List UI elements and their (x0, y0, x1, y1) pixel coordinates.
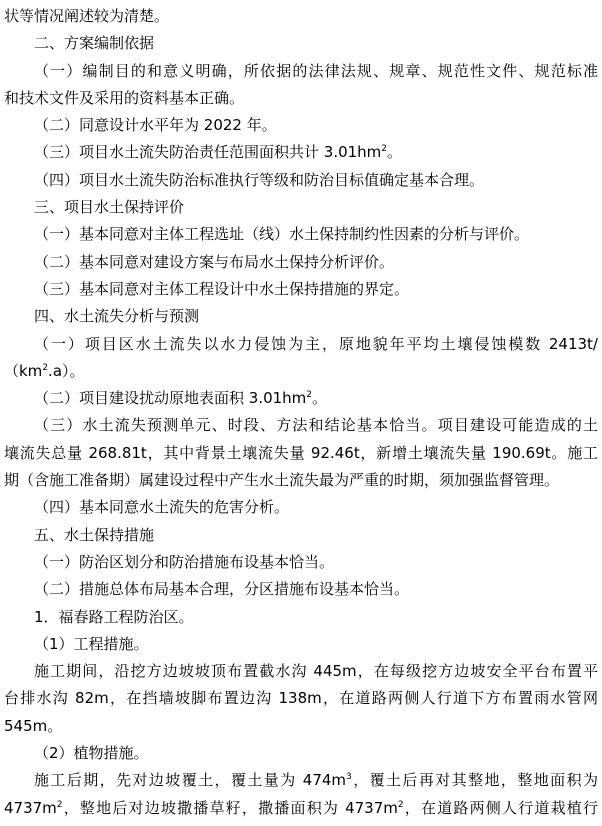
paragraph-line: （一）编制目的和意义明确，所依据的法律法规、规章、规范性文件、规范标准 (34, 61, 598, 80)
text-run: 。 (387, 143, 403, 162)
paragraph-line: （四）项目水土流失防治标准执行等级和防治目标值确定基本合理。 (34, 170, 485, 189)
paragraph-line: （三）基本同意对主体工程设计中水土保持措施的界定。 (34, 279, 410, 298)
superscript: 2 (397, 799, 404, 810)
text-run: ，整地后对边坡撒播草籽，撒播面积为 4737m (62, 798, 398, 817)
paragraph-line: （二）基本同意对建设方案与布局水土保持分析评价。 (34, 252, 395, 271)
paragraph-line: （二）同意设计水平年为 2022 年。 (34, 116, 277, 135)
superscript: 3 (346, 772, 352, 783)
subsection-heading: 1．福春路工程防治区。 (34, 607, 194, 626)
paragraph-line: （三）水土流失预测单元、时段、方法和结论基本恰当。项目建设可能造成的土 (34, 416, 598, 435)
superscript: 2 (306, 390, 313, 401)
paragraph-line: （一）基本同意对主体工程选址（线）水土保持制约性因素的分析与评价。 (34, 225, 530, 244)
section-heading: 三、项目水土保持评价 (34, 198, 185, 217)
paragraph-line: 和技术文件及采用的资料基本正确。 (4, 88, 245, 107)
paragraph-line: 台排水沟 82m，在挡墙坡脚布置边沟 138m，在道路两侧人行道下方布置雨水管网 (4, 689, 598, 708)
paragraph-line: 状等情况阐述较为清楚。 (4, 7, 170, 25)
paragraph-line: 545m。 (4, 716, 63, 735)
superscript: 2 (381, 144, 388, 155)
paragraph-line (4, 795, 598, 822)
text-run: 施工后期，先对边坡覆土，覆土量为 474m (34, 771, 347, 790)
paragraph-line (4, 767, 598, 794)
section-heading: 四、水土流失分析与预测 (34, 307, 200, 326)
subsection-heading: （2）植物措施。 (34, 744, 149, 763)
section-heading: 五、水土保持措施 (34, 525, 155, 544)
document-page (4, 3, 598, 822)
text-run: ，在道路两侧人行道栽植行 (403, 798, 598, 817)
text-run: （三）项目水土流失防治责任范围面积共计 3.01hm (34, 143, 382, 162)
text-run: 4737m (4, 798, 57, 817)
paragraph-line: （一）防治区划分和防治措施布设基本恰当。 (34, 552, 335, 571)
paragraph-line: （二）措施总体布局基本合理，分区措施布设基本恰当。 (34, 580, 410, 599)
text-run: ，覆土后再对其整地，整地面积为 (351, 771, 598, 790)
text-run: .a）。 (48, 361, 85, 380)
superscript: 2 (42, 362, 49, 373)
section-heading: 二、方案编制依据 (34, 34, 155, 53)
paragraph-line: （四）基本同意水土流失的危害分析。 (34, 498, 290, 517)
text-run: 。 (312, 389, 328, 408)
paragraph-line: 期（含施工准备期）属建设过程中产生水土流失最为严重的时期，须加强监督管理。 (4, 471, 560, 490)
paragraph-line (4, 139, 598, 166)
paragraph-line (4, 358, 598, 385)
text-run: （二）项目建设扰动原地表面积 3.01hm (34, 389, 307, 408)
paragraph-line: （一）项目区水土流失以水力侵蚀为主，原地貌年平均土壤侵蚀模数 2413t/ (34, 334, 598, 353)
paragraph-line: 施工期间，沿挖方边坡坡顶布置截水沟 445m，在每级挖方边坡安全平台布置平 (34, 662, 598, 681)
text-run: （km (4, 361, 43, 380)
subsection-heading: （1）工程措施。 (34, 634, 149, 653)
paragraph-line (4, 385, 598, 412)
paragraph-line: 壤流失总量 268.81t，其中背景土壤流失量 92.46t，新增土壤流失量 190.69t。施工 (4, 443, 598, 462)
superscript: 2 (56, 799, 63, 810)
